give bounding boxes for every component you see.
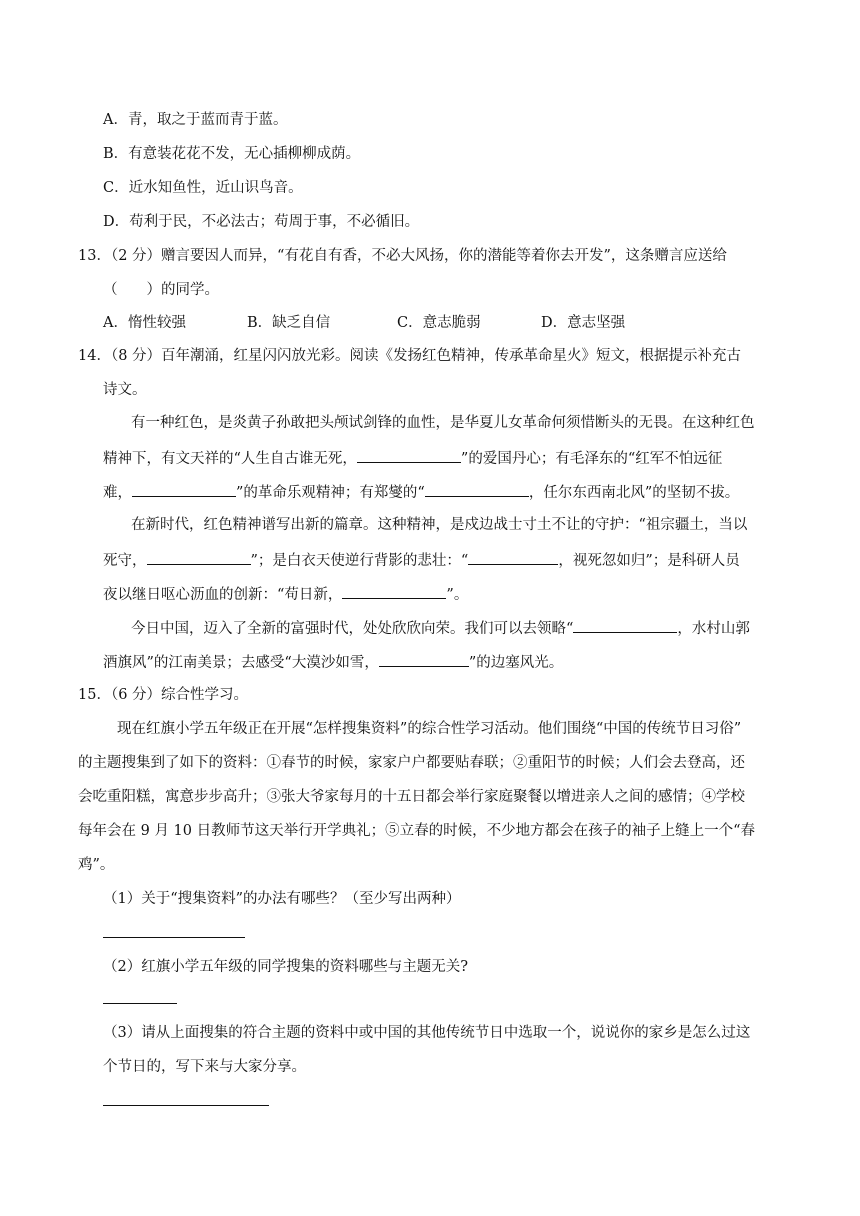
q14-p2-line1: 在新时代，红色精神谱写出新的篇章。这种精神，是戍边战士寸土不让的守护：“祖宗疆土，当以 <box>131 517 748 533</box>
text-segment: 死守， <box>103 553 147 569</box>
fill-blank[interactable] <box>573 617 677 633</box>
text-segment: ，水村山郭 <box>677 621 750 637</box>
q13-stem-line1 <box>78 246 727 266</box>
q15-title-line <box>78 685 248 705</box>
q15-para-line5: 鸡”。 <box>78 857 115 873</box>
q15-para-line3: 会吃重阳糕，寓意步步高升；③张大爷家每月的十五日都会举行家庭聚餐以增进亲人之间的感情；④学校 <box>78 789 745 805</box>
text-segment: 夜以继日呕心沥血的创新：“苟日新， <box>103 587 343 603</box>
text-segment: ”的边塞风光。 <box>468 655 564 671</box>
fill-blank[interactable] <box>379 651 469 667</box>
text-segment: ”。 <box>446 587 469 603</box>
q14-p1-line1: 有一种红色，是炎黄子孙敢把头颅试剑锋的血性，是华夏儿女革命何须惜断头的无畏。在这种红色 <box>131 415 755 431</box>
fill-blank[interactable] <box>425 481 529 497</box>
q14-p2-line2 <box>103 549 740 571</box>
q15-sub3-line1: （3）请从上面搜集的符合主题的资料中或中国的其他传统节日中选取一个，说说你的家乡是怎么过这 <box>103 1025 751 1041</box>
q15-title: （6 分）综合性学习。 <box>110 687 249 703</box>
text-segment: 今日中国，迈入了全新的富强时代，处处欣欣向荣。我们可以去领略“ <box>131 621 574 637</box>
q14-p2-line3 <box>103 583 468 605</box>
q12-option-c: C．近水知鱼性，近山识鸟音。 <box>103 180 303 196</box>
q12-option-d: D．苟利于民，不必法古；苟周于事，不必循旧。 <box>103 214 420 230</box>
text-segment: ”的爱国丹心；有毛泽东的“红军不怕远征 <box>460 451 723 467</box>
q14-p3-line2 <box>103 651 563 673</box>
question-number: 15． <box>78 687 111 703</box>
text-segment: 精神下，有文天祥的“人生自古谁无死， <box>103 451 357 467</box>
q15-para-line2: 的主题搜集到了如下的资料：①春节的时候，家家户户都要贴春联；②重阳节的时候；人们会去登高，还 <box>78 755 745 771</box>
q15-para-line1: 现在红旗小学五年级正在开展“怎样搜集资料”的综合性学习活动。他们围绕“中国的传统节日习俗” <box>117 721 742 737</box>
fill-blank[interactable] <box>468 549 558 565</box>
q13-option-a: A．惰性较强 <box>103 315 186 331</box>
answer-line-2[interactable] <box>103 1003 177 1004</box>
q13-text: （2 分）赠言要因人而异，“有花自有香，不必大风扬，你的潜能等着你去开发”，这条赠言应送给 <box>110 248 727 264</box>
q15-sub3-line2: 个节日的，写下来与大家分享。 <box>103 1059 306 1075</box>
text-segment: 难， <box>103 485 132 501</box>
fill-blank[interactable] <box>132 481 236 497</box>
q12-option-b: B．有意装花花不发，无心插柳柳成荫。 <box>103 146 361 162</box>
q13-stem-line2: （ ）的同学。 <box>103 282 219 298</box>
question-number: 14． <box>78 348 111 364</box>
answer-line-1[interactable] <box>103 937 245 938</box>
text-segment: ，任尔东西南北风”的坚韧不拔。 <box>528 485 740 501</box>
fill-blank[interactable] <box>147 549 251 565</box>
q14-p1-line2 <box>103 447 722 469</box>
q14-intro-line1 <box>78 346 741 366</box>
q14-p1-line3 <box>103 481 739 503</box>
fill-blank[interactable] <box>342 583 446 599</box>
q12-option-a: A．青，取之于蓝而青于蓝。 <box>103 112 288 128</box>
q13-option-c: C．意志脆弱 <box>397 315 481 331</box>
fill-blank[interactable] <box>357 447 461 463</box>
q14-intro-line2: 诗文。 <box>103 382 147 398</box>
q13-options <box>103 313 625 333</box>
text-segment: 酒旗风”的江南美景；去感受“大漠沙如雪， <box>103 655 379 671</box>
q13-option-b: B．缺乏自信 <box>247 315 331 331</box>
question-number: 13． <box>78 248 111 264</box>
text-segment: ”的革命乐观精神；有郑燮的“ <box>236 485 425 501</box>
q15-sub2: （2）红旗小学五年级的同学搜集的资料哪些与主题无关? <box>103 959 468 975</box>
q15-para-line4: 每年会在 9 月 10 日教师节这天举行开学典礼；⑤立春的时候，不少地方都会在孩子的袖子上缝上一个“春 <box>78 823 756 839</box>
text-segment: ”；是白衣天使逆行背影的悲壮：“ <box>250 553 469 569</box>
text-segment: ，视死忽如归”；是科研人员 <box>558 553 740 569</box>
q14-p3-line1 <box>131 617 750 639</box>
q14-intro-text: （8 分）百年潮涌，红星闪闪放光彩。阅读《发扬红色精神，传承革命星火》短文，根据提示补充古 <box>110 348 742 364</box>
q13-option-d: D．意志坚强 <box>541 315 626 331</box>
q15-sub1: （1）关于“搜集资料”的办法有哪些？（至少写出两种） <box>103 891 461 907</box>
answer-line-3[interactable] <box>103 1105 269 1106</box>
